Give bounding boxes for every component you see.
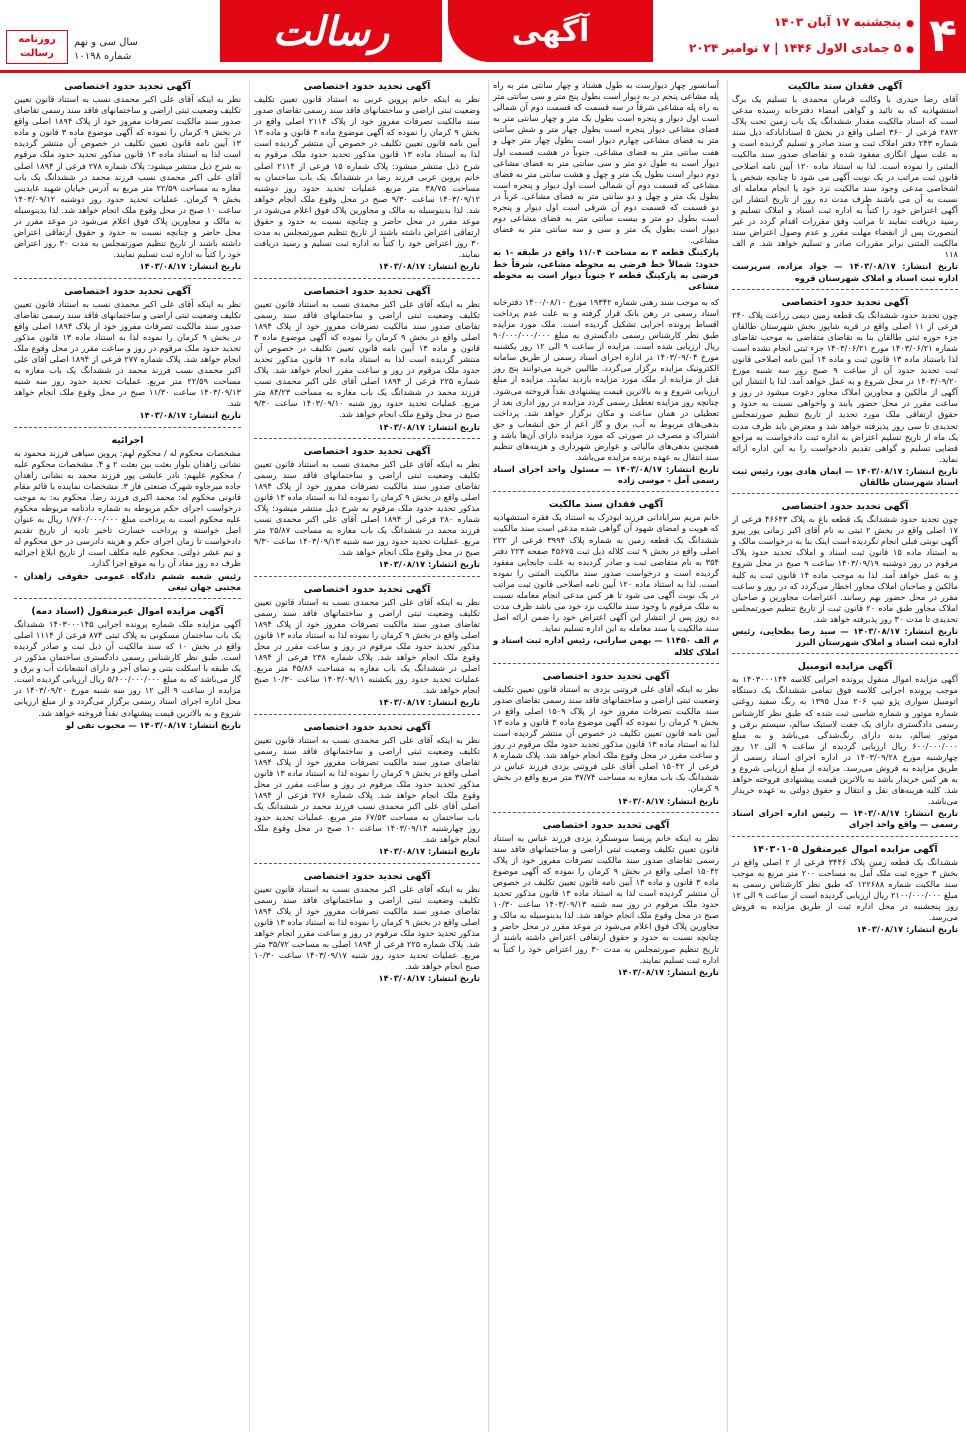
ad-columns bbox=[8, 80, 958, 1432]
ad-signature: تاریخ انتشار: ۱۴۰۳/۰۸/۱۷ bbox=[617, 966, 719, 977]
ad-text: چون تحدید حدود ششدانگ یک قطعه زمین دیمی زراعت پلاک ۲۴۰ فرعی از ۱۱ اصلی واقع در قریه شاپور بخش شهرستان طالقان جزء حوزه ثبتی طالقان بنا به تقاضای متقاضی به موجب تقاضای شماره ۱۴۰۳/۰۶/۲۱ مورخ ۱۴۰۳/۰۶/۲۱ جزء ثبتی انجام نشده است لذا باستناد ماده ۱۳ قانون ثبت و ماده ۱۴ آیین نامه اصلاحی قانون ثبت تحدید حدود آن از ساعت ۹ صبح روز سه شنبه مورخ ۱۴۰۳/۰۹/۲۰ در محل شروع و به عمل خواهد آمد. لذا با انتشار این آگهی از مالکین و مجاورین املاک مجاور دعوت میشود در روز و ساعت مقرر در محل حضور یابند و واخواهی نسبت به حدود و حقوق ارتفاقی ملک مورد تحدید از تاریخ تنظیم صورتمجلس تحدیدی تا سی روز پذیرفته خواهد شد و معترض باید ظرف مدت یک ماه از تاریخ تسلیم اعتراض به اداره ثبت دادخواست به مراجع قضایی تسلیم و گواهی تقدیم دادخواست را به این اداره ارائه نماید. bbox=[732, 309, 958, 464]
ad-block bbox=[14, 605, 241, 731]
ad-block bbox=[254, 445, 480, 571]
ad-block bbox=[254, 870, 480, 985]
ad-title: اجرائیه bbox=[111, 434, 144, 446]
ad-block bbox=[14, 434, 241, 593]
ad-title: آگهی تحدید حدود اختصاصی bbox=[303, 81, 431, 92]
column-4 bbox=[10, 80, 241, 1432]
ad-title: آگهی تحدید حدود اختصاصی bbox=[303, 721, 431, 733]
ad-block bbox=[732, 296, 958, 489]
date-persian-text: پنجشنبه ۱۷ آبان ۱۴۰۳ bbox=[773, 15, 902, 29]
bullet-icon: ● bbox=[906, 19, 914, 29]
ad-text: نظر به اینکه آقای علی اکبر محمدی نسب به استناد قانون تعیین تکلیف وضعیت ثبتی اراضی و ساختمانهای فاقد سند رسمی تقاضای صدور سند مالکیت تصرفات مفروز خود از پلاک ۱۸۹۴ اصلی واقع در بخش ۹ کرمان را نموده که آگهی موضوع ماده ۳ قانون و ماده ۱۳ آیین نامه قانون تعیین تکلیف در خصوص آن منتشر گردیده است لذا به استناد ماده ۱۳ قانون مذکور تحدید حدود ملک مرقوم در روز و ساعت مقرر انجام خواهد شد. پلاک شماره ۲۲۵ فرعی از ۱۸۹۴ اصلی آقای علی اکبر محمدی نسب فرزند محمد در ششدانگ یک باب مغازه به مساحت ۸۴/۲۳ متر مربع. عملیات تحدید حدود روز شنبه ۱۴۰۳/۰۹/۱۰ ساعت ۹/۳۰ صبح در محل وقوع ملک انجام خواهد شد. bbox=[254, 298, 480, 420]
ad-signature: تاریخ انتشار: ۱۴۰۳/۰۸/۱۷ bbox=[378, 261, 480, 272]
ad-block bbox=[732, 660, 958, 830]
ad-block bbox=[493, 498, 719, 657]
ad-separator bbox=[254, 863, 480, 864]
ad-text: نظر به اینکه آقای علی اکبر محمدی نسب به استناد قانون تعیین تکلیف وضعیت ثبتی اراضی و ساختمانهای فاقد سند رسمی تقاضای صدور سند مالکیت تصرفات مفروز خود از پلاک ۱۸۹۴ اصلی واقع در بخش ۹ کرمان را نموده لذا به استناد ماده ۱۳ قانون مذکور تحدید حدود ملک مرقوم به شرح ذیل منتشر میشود: پلاک شماره ۲۸۰ فرعی از ۱۸۹۴ اصلی آقای علی اکبر محمدی نسب فرزند محمد در ششدانگ یک باب مغازه به مساحت ۲۵/۸۷ متر مربع. عملیات تحدید حدود روز سه شنبه ۱۴۰۳/۰۹/۱۳ ساعت ۹/۳۰ صبح در محل وقوع ملک انجام خواهد شد. bbox=[254, 458, 480, 558]
bullet-icon: ● bbox=[906, 45, 914, 55]
ad-separator bbox=[493, 491, 719, 492]
ad-separator bbox=[732, 836, 958, 837]
ad-title: آگهی مزایده اموال غیرمنقول ۱۴۰۳۰۱۰۵ bbox=[752, 843, 938, 855]
date-other bbox=[644, 36, 914, 62]
ad-signature: تاریخ انتشار: ۱۴۰۳/۰۸/۱۷ — مسئول واحد اجرای اسناد رسمی آمل - موسی زاده bbox=[493, 464, 719, 486]
ad-signature: رئیس شعبه ششم دادگاه عمومی حقوقی زاهدان - مجتبی جهان تیغی bbox=[14, 570, 241, 592]
date-persian bbox=[644, 10, 914, 36]
ad-signature: تاریخ انتشار: ۱۴۰۳/۰۸/۱۷ bbox=[378, 846, 480, 857]
ad-separator bbox=[14, 598, 241, 599]
ad-text: نظر به اینکه آقای علی اکبر محمدی نسب به استناد قانون تعیین تکلیف وضعیت ثبتی اراضی و ساختمانهای فاقد سند رسمی تقاضای صدور سند مالکیت تصرفات مفروز خود از پلاک ۱۸۹۴ اصلی واقع در بخش ۹ کرمان را نموده لذا به استناد ماده ۱۳ قانون مذکور تحدید حدود ملک مرقوم در روز و ساعت مقرر در محل وقوع ملک انجام خواهد شد. پلاک شماره ۲۷۷ فرعی از ۱۸۹۴ اصلی آقای علی اکبر محمدی نسب فرزند محمد در ششدانگ یک باب مغازه به مساحت ۲۲/۵۹ متر مربع. عملیات تحدید حدود روز سه شنبه ۱۴۰۳/۰۹/۱۳ ساعت ۱۱/۳۰ صبح در محل وقوع ملک انجام خواهد شد. bbox=[14, 298, 241, 409]
ad-block bbox=[493, 819, 719, 978]
ad-separator bbox=[14, 278, 241, 279]
ad-text: نظر به اینکه آقای علی اکبر محمدی نسب به استناد قانون تعیین تکلیف وضعیت ثبتی اراضی و ساختمانهای فاقد سند رسمی تقاضای صدور سند مالکیت تصرفات مفروز خود از پلاک ۱۸۹۴ اصلی واقع در بخش ۹ کرمان را نموده لذا به استناد ماده ۱۳ قانون مذکور تحدید حدود ملک مرقوم در روز و ساعت مقرر در محل وقوع ملک انجام خواهد شد. پلاک شماره ۲۷۶ فرعی از ۱۸۹۴ اصلی آقای علی اکبر محمدی نسب فرزند محمد در ششدانگ یک باب ساختمان به مساحت ۶۷/۵۳ متر مربع. عملیات تحدید حدود روز چهارشنبه ۱۴۰۳/۰۹/۱۴ ساعت ۱۰ صبح در محل وقوع ملک انجام خواهد شد. bbox=[254, 734, 480, 845]
ad-title: آگهی تحدید حدود اختصاصی bbox=[303, 583, 431, 595]
ad-title: آگهی فقدان سند مالکیت bbox=[548, 499, 664, 511]
logo-text-2: رسالت bbox=[20, 48, 54, 59]
ad-title: آگهی تحدید حدود اختصاصی bbox=[303, 285, 431, 297]
ad-text: نظر به اینکه آقای علی اکبر محمدی نسب به استناد قانون تعیین تکلیف وضعیت ثبتی اراضی و ساختمانهای فاقد سند رسمی تقاضای صدور سند مالکیت تصرفات مفروز خود از پلاک ۱۸۹۴ اصلی واقع در بخش ۹ کرمان را نموده که آگهی موضوع ماده ۳ قانون و ماده ۱۳ آیین نامه قانون تعیین تکلیف در خصوص آن منتشر گردیده است لذا به استناد ماده ۱۳ قانون مذکور تحدید حدود ملک مرقوم به شرح ذیل منتشر میشود: پلاک شماره ۲۷۸ فرعی از ۱۸۹۴ اصلی آقای علی اکبر محمدی نسب فرزند محمد در ششدانگ یک باب مغازه به مساحت ۲۲/۵۹ متر مربع به آدرس خیابان شهید عابدینی بخش ۹ کرمان. عملیات تحدید حدود روز دوشنبه ۱۴۰۳/۰۹/۱۲ ساعت ۱۰ صبح در محل وقوع ملک انجام خواهد شد. لذا بدینوسیله به مالک و مجاورین پلاک فوق اعلام می‌شود در موعد مقرر در محل حاضر و چنانچه نسبت به حدود و حقوق ارتفاقی اعتراض داشته باشند از تاریخ تنظیم صورتمجلس به مدت ۳۰ روز اعتراض خود را کتباً به اداره ثبت تسلیم نمایند. bbox=[14, 94, 241, 260]
ad-signature: تاریخ انتشار: ۱۴۰۳/۰۸/۱۷ bbox=[856, 924, 958, 935]
ad-block bbox=[732, 80, 958, 284]
ad-block bbox=[254, 285, 480, 433]
column-2 bbox=[488, 80, 719, 1432]
ad-title: آگهی تحدید حدود اختصاصی bbox=[303, 870, 431, 882]
ad-text: که به موجب سند رهنی شماره ۱۹۳۴۲ مورخ ۱۴۰۰/۰۸/۱۰ دفترخانه اسناد رسمی در رهن بانک قرار گرفته و به علت عدم پرداخت اقساط پرونده اجرایی تشکیل گردیده است. ملک مورد مزایده طبق نظر کارشناس رسمی دادگستری به مبلغ ۹۰/۰۰۰/۰۰۰/۰۰۰ ریال ارزیابی شده است. مزایده از ساعت ۹ الی ۱۲ روز یکشنبه مورخ ۱۴۰۳/۰۹/۰۴ در اداره اجرای اسناد رسمی از طریق سامانه الکترونیک مزایده برگزار می‌گردد. طالبین خرید می‌توانند پنج روز قبل از مزایده از ملک مورد مزایده بازدید نمایند. مزایده از مبلغ ارزیابی شروع و به بالاترین قیمت پیشنهادی نقداً فروخته می‌شود. چنانچه روز مزایده تعطیل رسمی گردد مزایده در روز اداری بعد از تعطیلی در همان ساعت و مکان برگزار خواهد شد. پرداخت بدهی‌های مربوط به آب، برق و گاز اعم از حق انشعاب و حق اشتراک و مصرف در صورتی که مورد مزایده دارای آن‌ها باشد و همچنین بدهی‌های مالیاتی و عوارض شهرداری و هزینه‌های تنظیم سند انتقال به عهده برنده مزایده می‌باشد. bbox=[493, 296, 719, 463]
ad-title: آگهی تحدید حدود اختصاصی bbox=[542, 670, 670, 682]
ad-separator bbox=[732, 653, 958, 654]
ad-text: چون تحدید حدود ششدانگ یک قطعه باغ به پلاک ۴۶۶۴۳ فرعی از ۱۷ اصلی واقع در بخش ۲ ثبتی به نام آقای اکبر زمانی پور پیرو آگهی نوبتی قبلی انجام نگردیده است اینک بنا به درخواست مالک و به استناد ماده ۱۵ قانون ثبت اسناد و املاک تحدید حدود پلاک مرقوم در روز دوشنبه ۱۴۰۳/۰۹/۱۹ ساعت ۹ صبح در محل شروع و به عمل خواهد آمد. لذا به موجب ماده ۱۴ قانون ثبت به کلیه مالکین و صاحبان املاک مجاور اخطار می‌گردد که در روز و ساعت مقرر در محل حضور بهم رسانند. اعتراضات مجاورین و صاحبان املاک مجاور طبق ماده ۲۰ قانون ثبت از تاریخ تنظیم صورتمجلس تحدیدی تا مدت ۳۰ روز پذیرفته خواهد شد. bbox=[732, 514, 958, 624]
ad-text: نظر به اینکه آقای علی اکبر محمدی نسب به استناد قانون تعیین تکلیف وضعیت ثبتی اراضی و ساختمانهای فاقد سند رسمی تقاضای صدور سند مالکیت تصرفات مفروز خود از پلاک ۱۸۹۴ اصلی واقع در بخش ۹ کرمان را نموده لذا به استناد ماده ۱۳ قانون مذکور تحدید حدود ملک مرقوم در روز و ساعت مقرر انجام خواهد شد. پلاک شماره ۲۲۵ فرعی از ۱۸۹۴ اصلی به مساحت ۳۵/۷۲ متر مربع. عملیات تحدید حدود روز شنبه ۱۴۰۳/۰۹/۱۷ ساعت ۱۰/۳۰ صبح انجام خواهد شد. bbox=[254, 883, 480, 972]
ad-text: آقای رضا حیدری با وکالت فرمان محمدی با تسلیم یک برگ استشهادیه که به تائید و گواهی امضاء دفترخانه رسیده مدعی است که اسناد مالکیت مقدار ششدانگ یک باب زمین تحت پلاک ۲۸۷۲ فرعی از ۳۶۰ اصلی واقع در بخش ۵ اسنادابادکه ذیل سند شماره ۲۴۳ دفتر املاک ثبت و سند صادر و تسلیم گردیده است و به علت سهل انگاری مفقود شده و تقاضای صدور سند مالکیت المثنی را نموده است. لذا به استناد ماده ۱۲۰ آیین نامه اصلاحی قانون ثبت مراتب در یک نوبت آگهی می شود تا چنانچه شخص یا اشخاصی مدعی وجود سند مالکیت نزد خود یا انجام معامله ای نسبت به آن می باشند ظرف مدت ده روز از تاریخ انتشار این آگهی اعتراض خود را کتباً به اداره ثبت اسناد و املاک تسلیم و رسید دریافت نمایند تا مراتب وفق مقررات اقدام گردد در غیر اینصورت پس از انقضاء مهلت مقرر و عدم وصول اعتراض سند مالکیت المثنی برابر مقررات صادر و تسلیم خواهد شد. م الف ۱۱۸ bbox=[732, 94, 958, 260]
date-other-text: ۵ جمادی الاول ۱۴۴۶ | ۷ نوامبر ۲۰۲۴ bbox=[689, 41, 902, 55]
ad-block bbox=[732, 500, 958, 648]
column-1 bbox=[727, 80, 958, 1432]
ad-title: آگهی تحدید حدود اختصاصی bbox=[64, 285, 191, 297]
ad-block bbox=[493, 670, 719, 807]
ad-block bbox=[493, 297, 719, 487]
ad-block bbox=[14, 285, 241, 422]
ad-title: آگهی تحدید حدود اختصاصی bbox=[542, 819, 670, 831]
ad-signature: تاریخ انتشار: ۱۴۰۳/۰۸/۱۷ bbox=[378, 697, 480, 708]
ad-signature: تاریخ انتشار: ۱۴۰۳/۰۸/۱۷ bbox=[617, 795, 719, 806]
ad-separator bbox=[254, 278, 480, 279]
ad-title: آگهی مزایده اتومبیل bbox=[797, 661, 893, 673]
ad-text: خانم مریم سرابادانی فرزند ابوذرک به استناد یک فقره استشهادیه که هویت و امضای شهود آن گواهی شده مدعی است سند مالکیت ششدانگ یک قطعه زمین به شماره پلاک ۳۹۹۴ فرعی از ۲۲۲ اصلی واقع در بخش ۹ ثبت کلاله ذیل ثبت ۴۵۶۷۵ صفحه ۲۲۳ دفتر ۳۵۴ به نام متقاضی ثبت و صادر گردیده به علت جابجایی مفقود گردیده است و درخواست صدور سند مالکیت المثنی را نموده است. لذا به استناد ماده ۱۲۰ آیین نامه اصلاحی قانون ثبت مراتب در یک نوبت آگهی می شود تا هر کس مدعی انجام معامله نسبت به ملک مرقوم یا وجود سند مالکیت نزد خود می باشد ظرف مدت ده روز پس از انتشار این آگهی اعتراض خود را ضمن ارائه اصل سند مالکیت یا سند معامله به این اداره تسلیم نماید. bbox=[493, 512, 719, 634]
ad-block bbox=[254, 721, 480, 858]
ad-signature: تاریخ انتشار: ۱۴۰۳/۰۸/۱۷ — جواد مزاده، سرپرست اداره ثبت اسناد و املاک شهرستان قروه bbox=[732, 261, 958, 283]
ad-signature: تاریخ انتشار: ۱۴۰۳/۰۸/۱۷ bbox=[378, 973, 480, 984]
ad-text: مشخصات محکوم له / محکوم لهم: پروین سیاهی فرزند محمود به نشانی زاهدان بلوار بعثت بین بعثت ۲ و ۴. مشخصات محکوم علیه / محکوم علیهم: نادر عایشی پور فرزند محمد به نشانی زاهدان جاده میرجاوه شهرک صنعتی فاز ۳. مشخصات نماینده یا قائم مقام قانونی محکوم له: محمد اکبری فرزند رضا. محکوم به: به موجب درخواست اجرای حکم مربوطه به شماره دادنامه مربوطه محکوم علیه محکوم است به پرداخت مبلغ ۱/۷۶۰/۰۰۰/۰۰۰ ریال به عنوان اصل خواسته و پرداخت خسارت تاخیر تادیه از تاریخ تقدیم دادخواست تا زمان اجرای حکم و هزینه دادرسی در حق محکوم له و نیم عشر دولتی. محکوم علیه مکلف است از تاریخ ابلاغ اجرائیه ظرف ده روز مفاد آن را به موقع اجرا گذارد. bbox=[14, 447, 241, 569]
ad-separator bbox=[254, 714, 480, 715]
ad-text: نظر به اینکه خانم پریسا سوسنگرد یزدی فرزند عباس به استناد قانون تعیین تکلیف وضعیت ثبتی اراضی و ساختمانهای فاقد سند رسمی تقاضای صدور سند مالکیت تصرفات مفروز خود از پلاک ۱۵۰۴۲ اصلی واقع در بخش ۹ کرمان را نموده که آگهی موضوع ماده ۳ قانون و ماده ۱۳ آیین نامه قانون تعیین تکلیف در خصوص آن منتشر گردیده است لذا به استناد ماده ۱۳ قانون مذکور تحدید حدود ملک مرقوم در روز سه شنبه ۱۴۰۳/۰۹/۱۳ ساعت ۱۰/۳۰ صبح در محل وقوع ملک انجام خواهد شد. لذا بدینوسیله به مالک و مجاورین پلاک فوق اعلام می‌شود در موعد مقرر در محل حاضر و چنانچه نسبت به حدود و حقوق ارتفاقی اعتراض داشته باشند از تاریخ تنظیم صورتمجلس به مدت ۳۰ روز اعتراض خود را کتباً به اداره ثبت تسلیم نمایند. bbox=[493, 832, 719, 965]
newspaper-logo bbox=[6, 30, 68, 64]
column-3 bbox=[249, 80, 480, 1432]
ad-signature: تاریخ انتشار: ۱۴۰۳/۰۸/۱۷ bbox=[378, 559, 480, 570]
issue-number: شماره ۱۰۱۹۸ bbox=[74, 51, 132, 62]
ad-block bbox=[732, 843, 958, 936]
ad-text: آگهی مزایده اموال منقول پرونده اجرایی کلاسه ۱۴۰۳۰۰۰۱۴۴ به موجب پرونده اجرایی کلاسه فوق تمامی ششدانگ یک دستگاه اتومبیل سواری پژو تیپ ۲۰۶ مدل ۱۳۹۵ به رنگ سفید روغنی شماره موتور و شماره شاسی ثبت شده که طبق نظر کارشناس رسمی دادگستری دارای یک جفت لاستیک سالم، سیستم برقی و موتور سالم، بدنه دارای رنگ‌شدگی می‌باشد و به مبلغ ۶۰۰/۰۰۰/۰۰۰ ریال ارزیابی گردیده از ساعت ۹ الی ۱۲ روز چهارشنبه مورخ ۱۴۰۳/۰۹/۲۸ در اداره اجرای اسناد رسمی از طریق مزایده به فروش می‌رسد. مزایده از مبلغ ارزیابی شروع و به هر کس خریدار باشد به بالاترین قیمت پیشنهادی فروخته خواهد شد. کلیه هزینه‌های نقل و انتقال و حقوق دولتی به عهده خریدار می‌باشد. bbox=[732, 674, 958, 807]
ad-title: آگهی تحدید حدود اختصاصی bbox=[303, 445, 431, 457]
ad-title: آگهی تحدید حدود اختصاصی bbox=[64, 81, 191, 92]
ad-signature: تاریخ انتشار: ۱۴۰۳/۰۸/۱۷ — رئیس اداره اجرای اسناد رسمی — واقع واحد اجرای bbox=[732, 808, 958, 830]
ad-text: ششدانگ یک قطعه زمین پلاک ۳۴۴۶ فرعی از ۲ اصلی واقع در بخش ۳ حوزه ثبت ملک آمل به مساحت ۲۰۰ متر مربع به موجب سند مالکیت شماره ۱۲۲۶۸۸ که طبق نظر کارشناس رسمی به مبلغ ۲۱۰۰/۰۰۰/۰۰۰ ریال ارزیابی گردیده است از ساعت ۹ الی ۱۲ روز پنجشنبه در محل اداره ثبت از طریق مزایده به فروش می‌رسد. bbox=[732, 856, 958, 922]
ad-separator bbox=[493, 812, 719, 813]
ad-signature: م الف ۱۱۴۵۰ — بهمن سارانی، رئیس اداره ثبت اسناد و املاک کلاله bbox=[493, 635, 719, 657]
page-header bbox=[0, 0, 966, 74]
date-block bbox=[644, 10, 914, 62]
ad-signature: تاریخ انتشار: ۱۴۰۳/۰۸/۱۷ — ایمان هادی پور، رئیس ثبت اسناد شهرستان طالقان bbox=[732, 465, 958, 487]
ad-block bbox=[14, 80, 241, 273]
ad-text: آگهی مزایده ملک شماره پرونده اجرایی ۱۴۰۳۰۰۰۱۴۵ ششدانگ یک باب ساختمان مسکونی به پلاک ثبتی ۸۷۴ فرعی از ۱۱۱۴ اصلی واقع در بخش ۱۰ که سند مالکیت آن ذیل ثبت و صادر گردیده است. طبق نظر کارشناس رسمی دادگستری ساختمان مذکور در یک طبقه با اسکلت بتنی و نمای آجر و دارای انشعابات آب و برق و گاز می‌باشد که به مبلغ ۵/۶۰۰/۰۰۰/۰۰۰ ریال ارزیابی گردیده است. مزایده از ساعت ۹ الی ۱۲ روز سه شنبه مورخ ۱۴۰۳/۰۹/۲۰ در محل اداره اجرای اسناد رسمی برگزار می‌گردد و از مبلغ ارزیابی شروع و به بالاترین قیمت پیشنهادی نقداً فروخته خواهد شد. bbox=[14, 618, 241, 718]
logo-text-1: روزنامه bbox=[18, 34, 56, 45]
ad-block bbox=[254, 80, 480, 273]
header-rule bbox=[0, 70, 966, 73]
ad-block bbox=[254, 583, 480, 709]
ad-signature: تاریخ انتشار: ۱۴۰۳/۰۸/۱۷ bbox=[378, 421, 480, 432]
ad-title: آگهی فقدان سند مالکیت bbox=[787, 81, 903, 92]
ad-text: آسانسور چهار دیوارست به طول هشتاد و چهار سانتی متر به راه پله مشاعی پنجم در به دیوار است بطول پنج متر و سی سانتی متر به راه پله مشاعی شرقاً در سه قسمت که قسمت دوم آن شمالی است اول دیوار و پنجره است بطول یک متر و چهار سانتی متر به فضای مشاعی دیوار پنجره است بطول چهار متر و شش سانتی متر به فضای مشاعی چهارم دیوار است بطول چهار متر جهل و هفت سانتی متر به فضای مشاعی. جنوباً در هشت قسمت اول دیوار است به طول دو متر و سی سانتی متر به فضای مشاعی دوم دیوار است بطول یک متر و چهل و هشت سانتی متر به فضای مشاعی که قسمت دوم آن شمالی است اول دیوار و پنجره است بطول یک متر و چهل و دو سانتی متر به فضای مشاعی. غرباً در دو قسمت که قسمت دوم آن شرقی است اول دیوار و پنجره است بطول دو متر و بیست سانتی متر به فضای مشاعی دوم دیوار است بطول یک متر و سی و سه سانتی متر به فضای مشاعی. bbox=[493, 80, 719, 246]
ad-separator bbox=[732, 289, 958, 290]
ad-signature: تاریخ انتشار: ۱۴۰۳/۰۸/۱۷ — محبوب نقی لو bbox=[65, 719, 241, 730]
issue-info bbox=[74, 36, 174, 64]
ad-block bbox=[493, 80, 719, 292]
ad-separator bbox=[493, 663, 719, 664]
ad-title: آگهی تحدید حدود اختصاصی bbox=[781, 501, 909, 513]
newspaper-brand: رسالت bbox=[220, 0, 442, 62]
ad-signature: تاریخ انتشار: ۱۴۰۳/۰۸/۱۷ bbox=[139, 261, 241, 272]
ad-separator bbox=[254, 576, 480, 577]
ad-signature: تاریخ انتشار: ۱۴۰۳/۰۸/۱۷ bbox=[139, 410, 241, 421]
ad-separator bbox=[732, 493, 958, 494]
page-number: ۴ bbox=[920, 0, 966, 70]
ad-text: نظر به اینکه آقای علی فروتنی یزدی به استناد قانون تعیین تکلیف وضعیت ثبتی اراضی و ساختمانهای فاقد سند رسمی تقاضای صدور سند مالکیت تصرفات مفروز خود از پلاک ۱۵۰۹ اصلی واقع در بخش ۹ کرمان را نموده که آگهی موضوع ماده ۳ قانون و ماده ۱۳ آیین نامه قانون تعیین تکلیف در خصوص آن منتشر گردیده است لذا به استناد ماده ۱۳ قانون مذکور تحدید حدود ملک مرقوم در روز و ساعت مقرر در محل وقوع ملک انجام خواهد شد. پلاک شماره ۸ فرعی از ۱۵۰۴۲ اصلی آقای علی فروتنی یزدی فرزند عباس در ششدانگ یک باب مغازه به مساحت ۳۷/۷۴ متر مربع واقع در بخش ۹ کرمان. bbox=[493, 683, 719, 794]
ad-signature: پارکینگ قطعه ۳ به مساحت ۱۱/۰۴ واقع در طبقه -۱ به حدود: شمالاً خط فرضی به محوطه مشاعی، شرقاً خط فرضی به پارکینگ قطعه ۲ جنوباً دیوار است به محوطه مشاعی bbox=[493, 247, 719, 291]
issue-year: سال سی و نهم bbox=[74, 37, 138, 48]
section-title: آگهی bbox=[448, 0, 653, 62]
ad-signature: تاریخ انتشار: ۱۴۰۳/۰۸/۱۷ — سید رضا بطحایی، رئیس اداره ثبت اسناد و املاک شهرستان البرز bbox=[732, 626, 958, 648]
ad-title: آگهی تحدید حدود اختصاصی bbox=[781, 296, 909, 308]
ad-separator bbox=[14, 427, 241, 428]
ad-text: نظر به اینکه آقای علی اکبر محمدی نسب به استناد قانون تعیین تکلیف وضعیت ثبتی اراضی و ساختمانهای فاقد سند رسمی تقاضای صدور سند مالکیت تصرفات مفروز خود از پلاک ۱۸۹۴ اصلی واقع در بخش ۹ کرمان را نموده لذا به استناد ماده ۱۳ قانون مذکور تحدید حدود ملک مرقوم در روز و ساعت مقرر در محل وقوع ملک انجام خواهد شد. پلاک شماره ۲۳۸ فرعی از ۱۸۹۴ اصلی در ششدانگ یک باب مغازه به مساحت ۴۵/۸۶ متر مربع. عملیات تحدید حدود روز یکشنبه ۱۴۰۳/۰۹/۱۱ ساعت ۱۰/۳۰ صبح انجام خواهد شد. bbox=[254, 596, 480, 696]
ad-separator bbox=[254, 438, 480, 439]
ad-text: نظر به اینکه خانم پروین عربی به استناد قانون تعیین تکلیف وضعیت ثبتی اراضی و ساختمانهای فاقد سند رسمی تقاضای صدور سند مالکیت تصرفات مفروز خود از پلاک ۲۱۱۴ اصلی واقع در بخش ۹ کرمان را نموده که آگهی موضوع ماده ۳ قانون و ماده ۱۳ آیین نامه قانون تعیین تکلیف در خصوص آن منتشر گردیده است لذا به استناد ماده ۱۳ قانون مذکور تحدید حدود ملک مرقوم به شرح ذیل منتشر میشود: پلاک شماره ۱۵ فرعی از ۲۱۱۴ اصلی خانم پروین عربی فرزند رضا در ششدانگ یک باب ساختمان به مساحت ۳۸/۷۵ متر مربع. عملیات تحدید حدود روز دوشنبه ۱۴۰۳/۰۹/۱۲ ساعت ۹/۳۰ صبح در محل وقوع ملک انجام خواهد شد. لذا بدینوسیله به مالک و مجاورین پلاک فوق اعلام می‌شود در موعد مقرر در محل حاضر و چنانچه نسبت به حدود و حقوق ارتفاقی اعتراض داشته باشند از تاریخ تنظیم صورتمجلس به مدت ۳۰ روز اعتراض خود را کتباً به اداره ثبت تسلیم و رسید دریافت نمایند. bbox=[254, 94, 480, 260]
ad-title: آگهی مزایده اموال غیرمنقول (اسناد دمه) bbox=[31, 605, 224, 617]
